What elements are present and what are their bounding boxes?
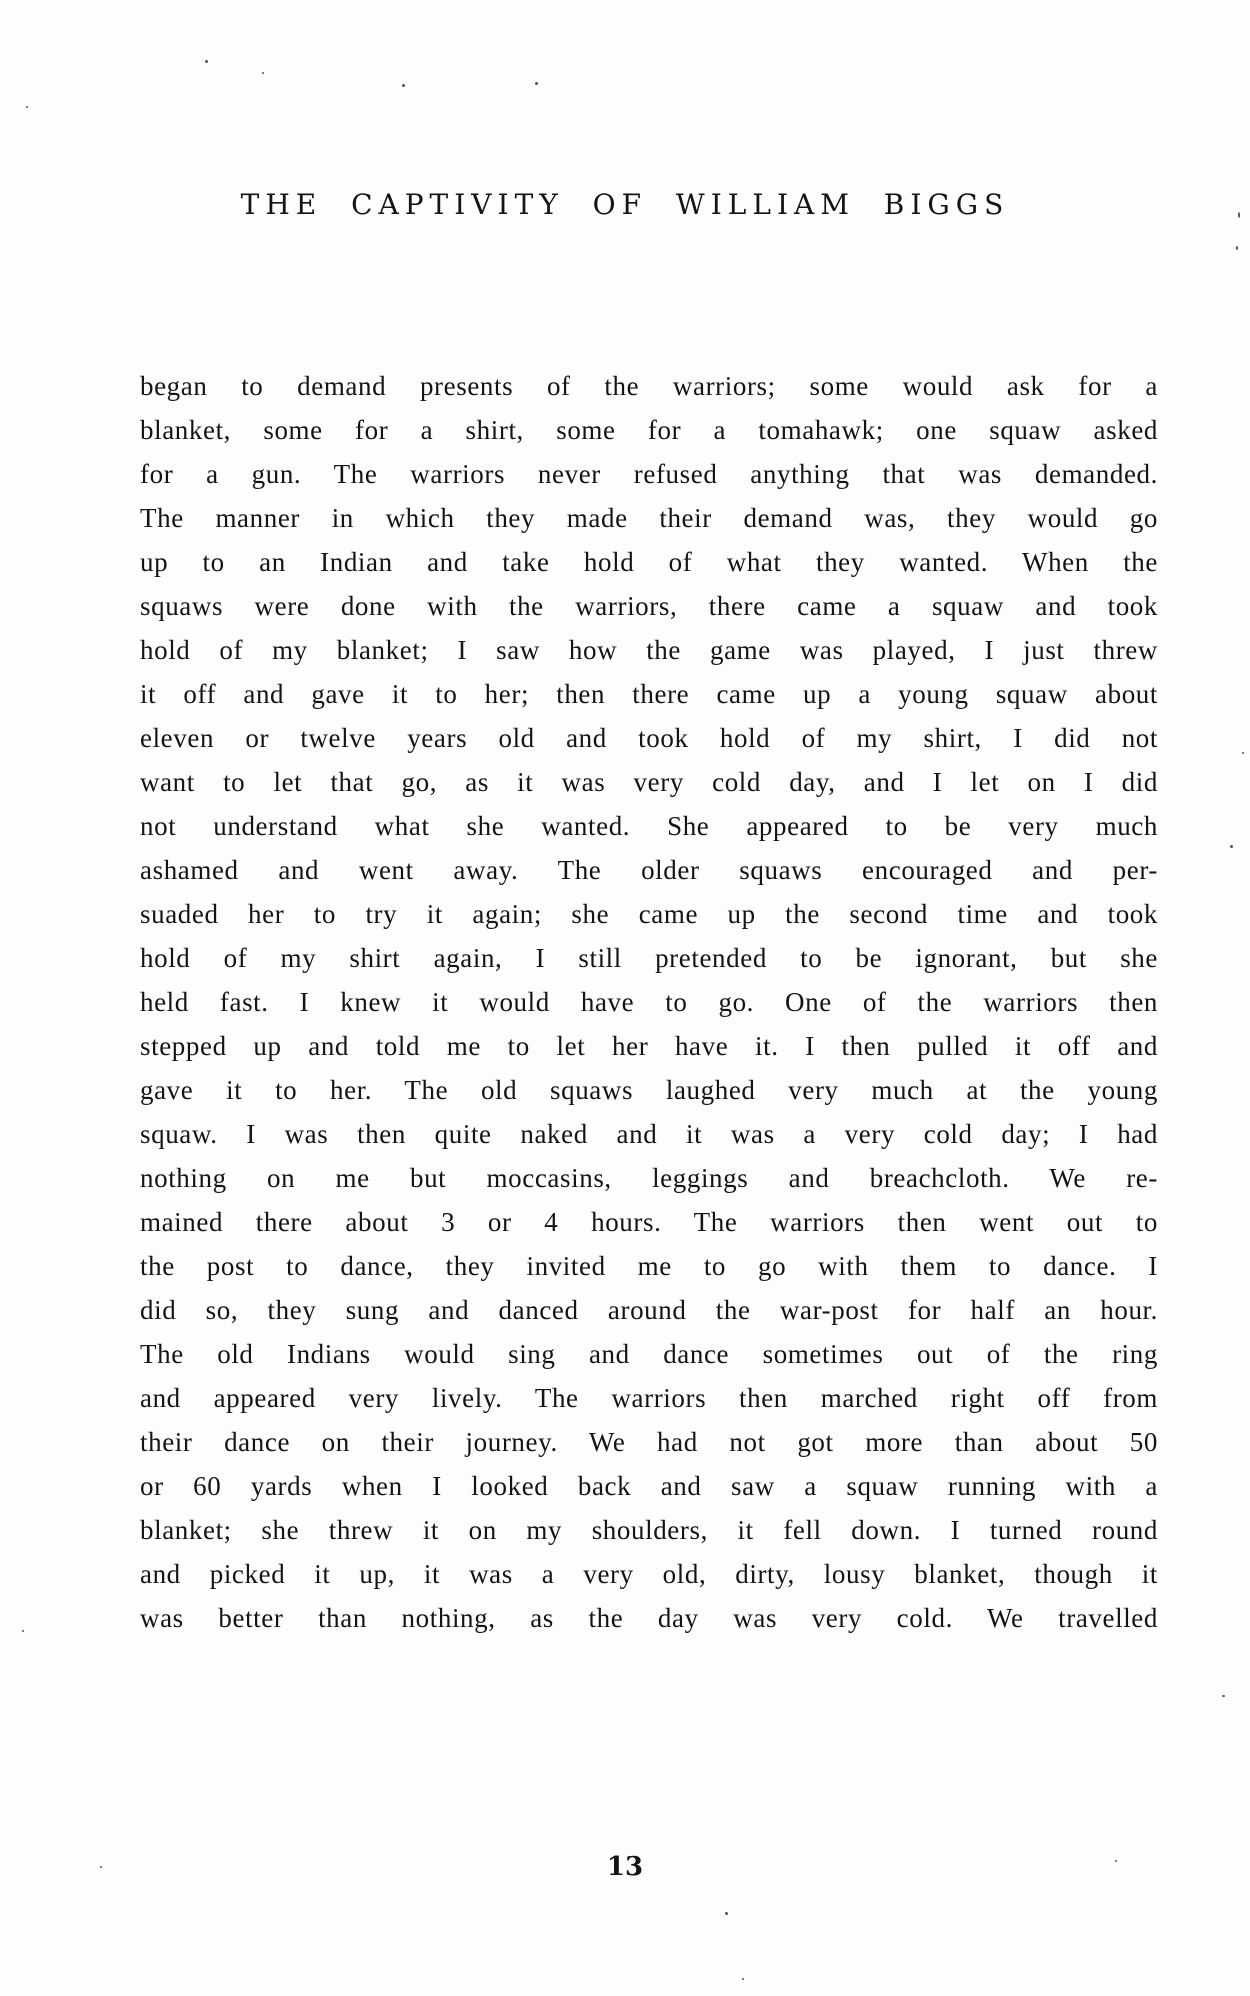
scan-speck <box>725 1912 728 1915</box>
text-line: began to demand presents of the warriors; some would ask for a <box>140 371 1158 401</box>
text-line: gave it to her. The old squaws laughed very much at the young <box>140 1075 1158 1105</box>
text-line: not understand what she wanted. She appeared to be very much <box>140 811 1158 841</box>
text-line: hold of my blanket; I saw how the game was played, I just threw <box>140 635 1158 665</box>
scan-speck <box>1236 246 1238 250</box>
text-line: and picked it up, it was a very old, dirty, lousy blanket, though it <box>140 1559 1158 1589</box>
scan-speck <box>205 60 208 63</box>
text-line: stepped up and told me to let her have it. I then pulled it off and <box>140 1031 1158 1061</box>
scan-speck <box>1222 1695 1225 1697</box>
text-line: mained there about 3 or 4 hours. The warriors then went out to <box>140 1207 1158 1237</box>
text-line: and appeared very lively. The warriors then marched right off from <box>140 1383 1158 1413</box>
text-line: ashamed and went away. The older squaws encouraged and per- <box>140 855 1158 885</box>
text-line: squaw. I was then quite naked and it was a very cold day; I had <box>140 1119 1158 1149</box>
scan-speck <box>22 1630 24 1632</box>
scan-speck <box>1115 1860 1117 1862</box>
scan-speck <box>26 106 28 108</box>
text-line: it off and gave it to her; then there came up a young squaw about <box>140 679 1158 709</box>
text-line: the post to dance, they invited me to go with them to dance. I <box>140 1251 1158 1281</box>
text-line: up to an Indian and take hold of what they wanted. When the <box>140 547 1158 577</box>
scan-speck <box>1230 845 1233 848</box>
text-line: eleven or twelve years old and took hold of my shirt, I did not <box>140 723 1158 753</box>
text-line: held fast. I knew it would have to go. One of the warriors then <box>140 987 1158 1017</box>
text-line: nothing on me but moccasins, leggings and breachcloth. We re- <box>140 1163 1158 1193</box>
text-line: The old Indians would sing and dance sometimes out of the ring <box>140 1339 1158 1369</box>
body-text <box>140 364 1158 1640</box>
scan-speck <box>402 84 405 87</box>
scan-speck <box>535 82 538 85</box>
text-line: suaded her to try it again; she came up the second time and took <box>140 899 1158 929</box>
scan-speck <box>1238 212 1240 218</box>
text-line: did so, they sung and danced around the war-post for half an hour. <box>140 1295 1158 1325</box>
text-line: want to let that go, as it was very cold day, and I let on I did <box>140 767 1158 797</box>
running-head: THE CAPTIVITY OF WILLIAM BIGGS <box>240 188 1010 221</box>
scan-speck <box>1242 752 1244 754</box>
text-line: hold of my shirt again, I still pretended to be ignorant, but she <box>140 943 1158 973</box>
text-line: blanket, some for a shirt, some for a tomahawk; one squaw asked <box>140 415 1158 445</box>
text-line: The manner in which they made their demand was, they would go <box>140 503 1158 533</box>
page-number: 13 <box>606 1852 644 1882</box>
text-line: or 60 yards when I looked back and saw a squaw running with a <box>140 1471 1158 1501</box>
scan-speck <box>262 72 264 74</box>
text-line: their dance on their journey. We had not got more than about 50 <box>140 1427 1158 1457</box>
text-line: squaws were done with the warriors, there came a squaw and took <box>140 591 1158 621</box>
text-line: blanket; she threw it on my shoulders, it fell down. I turned round <box>140 1515 1158 1545</box>
text-line: was better than nothing, as the day was very cold. We travelled <box>140 1603 1158 1633</box>
text-line: for a gun. The warriors never refused anything that was demanded. <box>140 459 1158 489</box>
scan-speck <box>742 1978 744 1980</box>
scan-speck <box>100 1866 102 1868</box>
